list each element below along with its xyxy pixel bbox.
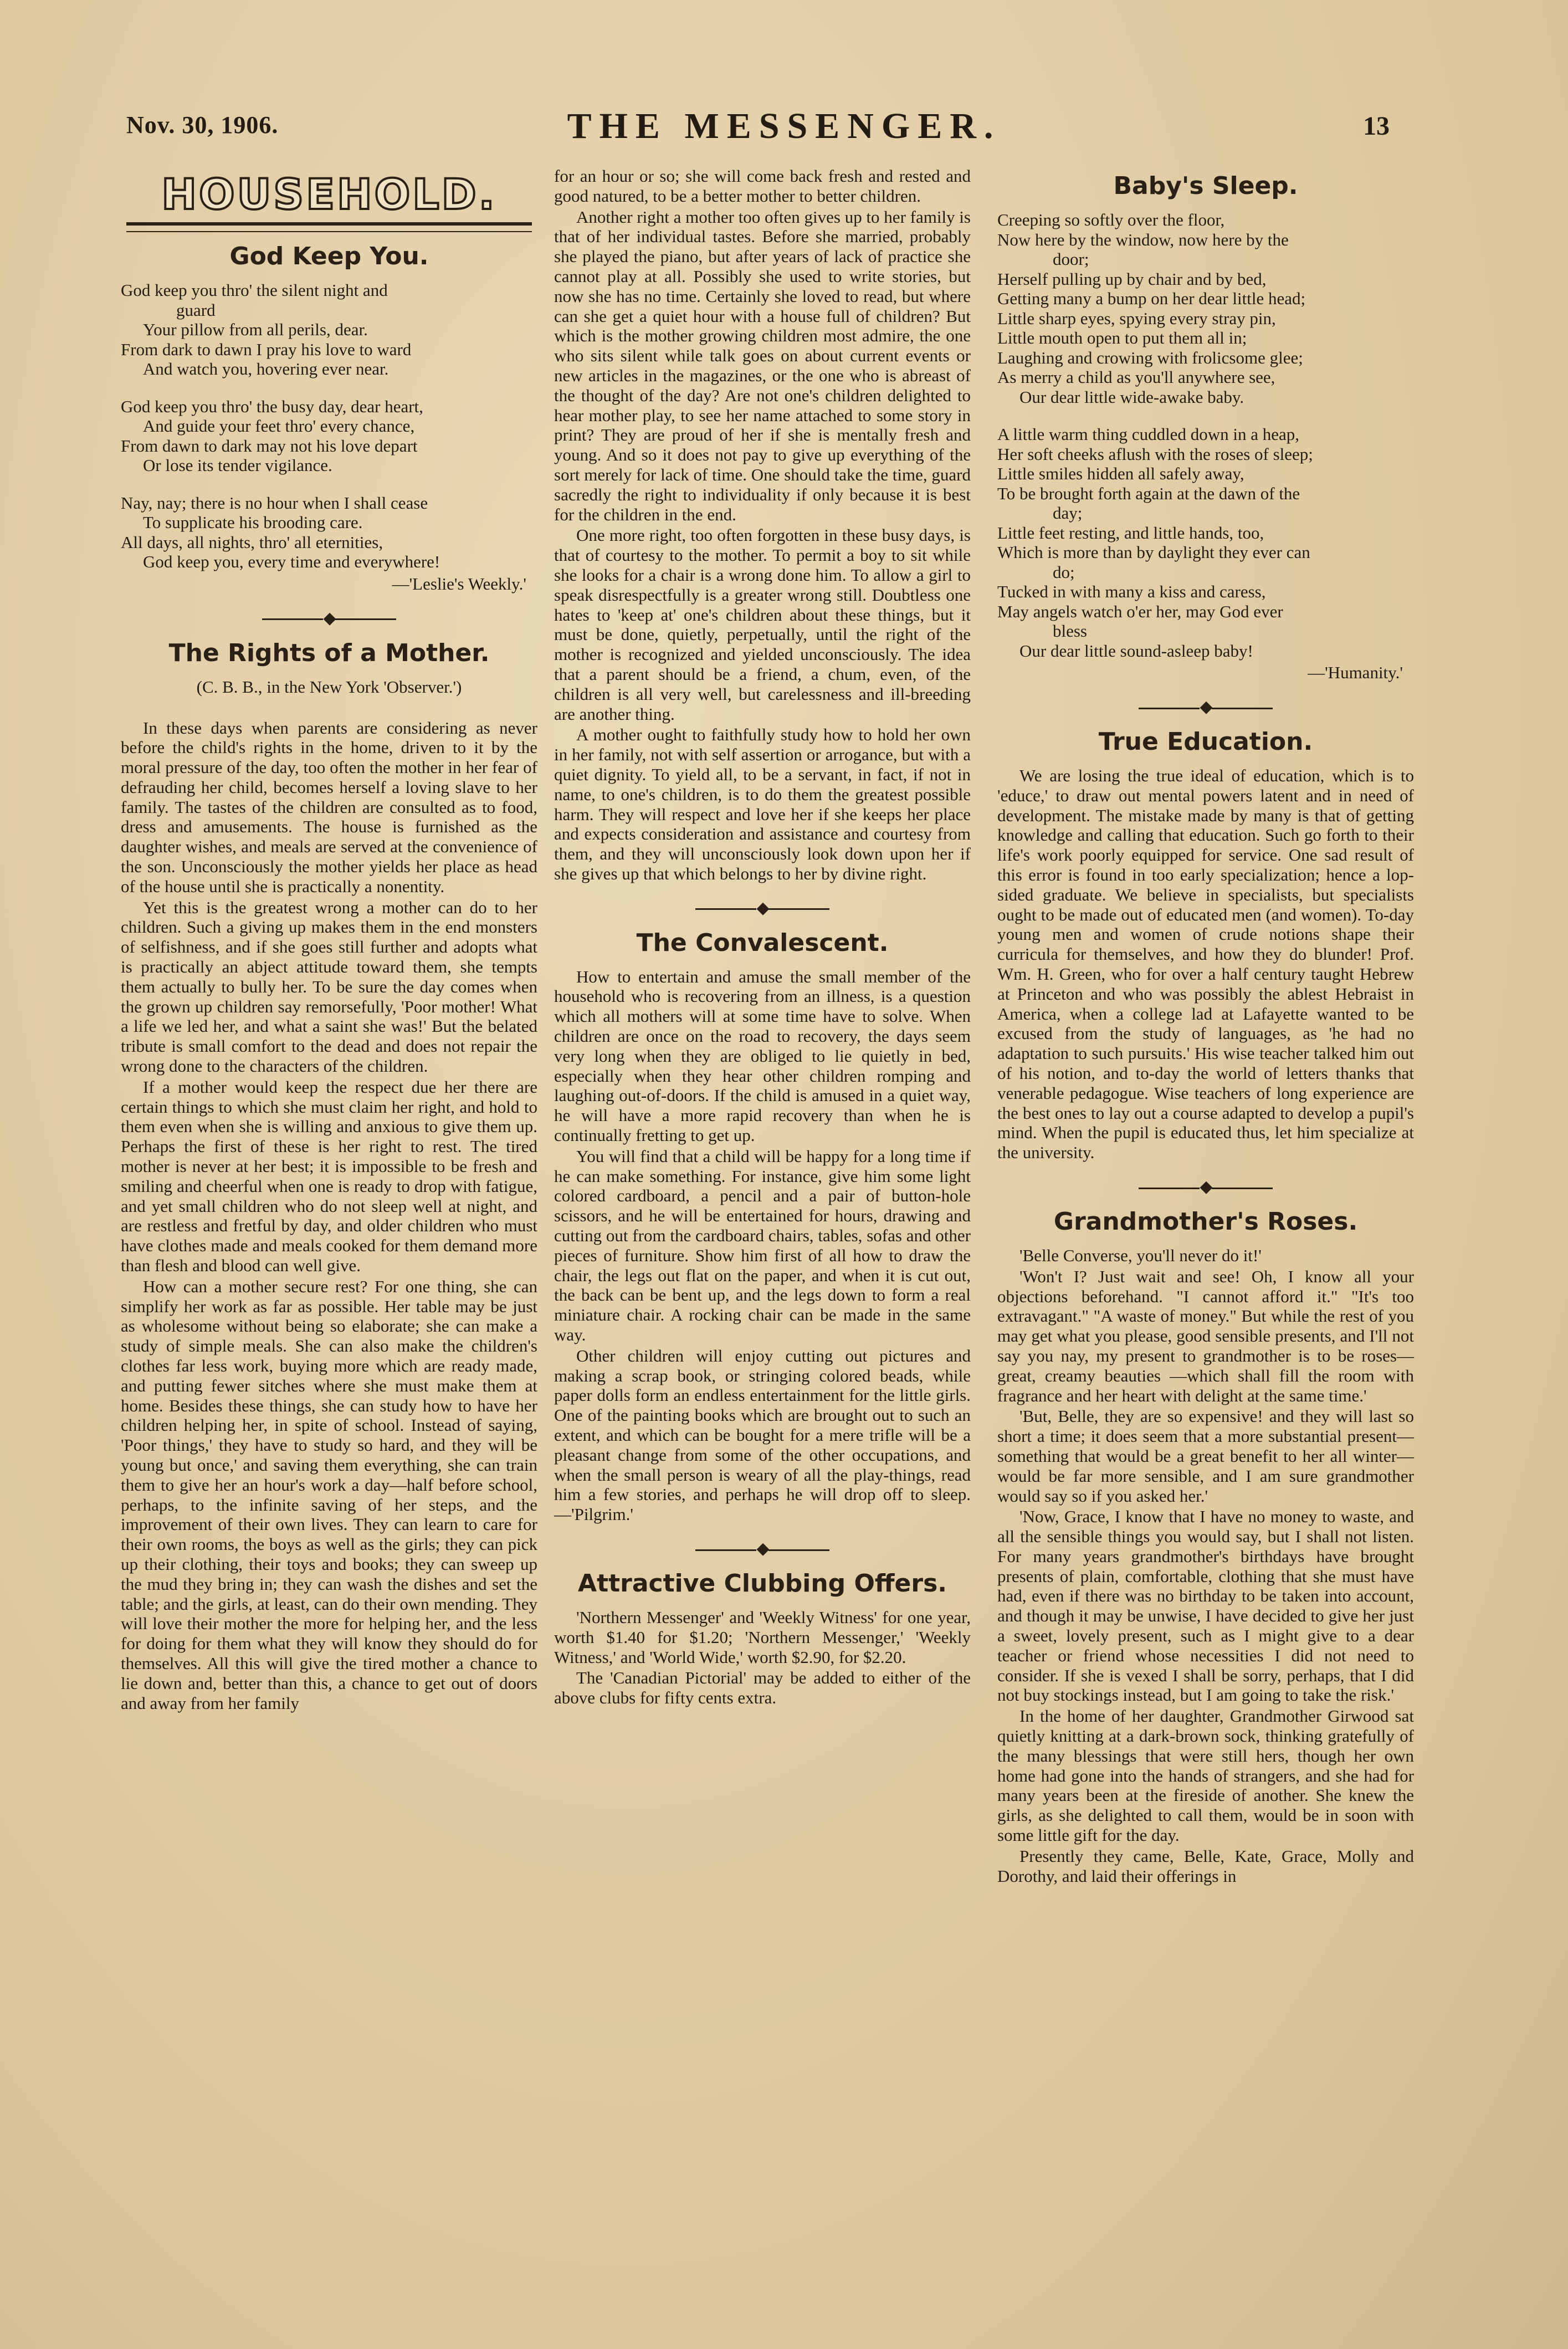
poem-line: Creeping so softly over the floor, [997,210,1225,229]
poem-title: God Keep You. [229,242,429,270]
poem-line: And guide your feet thro' every chance, [143,416,415,436]
poem-credit: —'Leslie's Weekly.' [392,574,526,593]
poem-line: To be brought forth again at the dawn of the [997,483,1300,503]
article-title: True Education. [1098,728,1313,756]
poem-line: From dark to dawn I pray his love to ward [121,339,412,359]
article-paragraph: We are losing the true ideal of education, which is to 'educe,' to draw out mental powers latent and in need of development. The mistake made by many is that of getting knowledge and calling that education. Such go forth to their life's work poorly equipped for service. One sad result of this error is found in too early specialization; hence a lop-sided graduate. We believe in specialists, but specialists ought to be made out of educated men (and women). To-day young men and women of crude notions shape their curricula for themselves, and how they do blunder! Prof. Wm. H. Green, who for over a half century taught Hebrew at Princeton and who was possibly the ablest Hebraist in America, when a college lad at Lafayette wanted to be excused from the study of languages, as 'he had no adaptation to such pursuits.' His wise teacher talked him out of his notion, and to-day the world of letters thanks that venerable pedagogue. Wise teachers of long experience are the best ones to lay out a course adapted to develop a pupil's mind. When the pupil is educated thus, let him specialize at the university. [997,766,1414,1163]
poem-line: do; [1053,562,1075,582]
article-paragraph: 'Now, Grace, I know that I have no money to waste, and all the sensible things you would say, but I shall not listen. For many years grandmother's birthdays have brought presents of plain, comfortable, clothing that she must have had, even if there was no birthday to be taken into account, and though it may be unwise, I have decided to give her just a sweet, lovely present, such as I might give to a dear teacher or friend whose necessities I did not need to consider. If she is vexed I shall be sorry, perhaps, that I did not buy stockings instead, but I am going to take the risk.' [997,1507,1414,1705]
column-1 [121,166,537,1713]
poem-line: Our dear little wide-awake baby. [1019,387,1244,407]
poem-line: Now here by the window, now here by the [997,229,1289,249]
poem-line: Herself pulling up by chair and by bed, [997,269,1267,289]
poem-line: Little smiles hidden all safely away, [997,464,1244,483]
poem-line: Her soft cheeks aflush with the roses of sleep; [997,444,1313,464]
poem-line: Tucked in with many a kiss and caress, [997,582,1266,601]
poem-line: God keep you, every time and everywhere! [143,552,440,571]
article-paragraph: 'Northern Messenger' and 'Weekly Witness' for one year, worth $1.40 for $1.20; 'Northern Messenger,' 'Weekly Witness,' and 'World Wide,' worth $2.90, for $2.20. [554,1608,971,1667]
poem-line: As merry a child as you'll anywhere see, [997,367,1275,387]
article-paragraph: How to entertain and amuse the small member of the household who is recovering from an illness, is a question which all mothers will at some time have to solve. When children are once on the road to recovery, the days seem very long when they are obliged to lie quietly in bed, especially when they hear other children romping and laughing out-of-doors. If the child is amused in a quiet way, he will have a more rapid recovery than when he is continually fretting to get up. [554,966,971,1145]
article-paragraph: Other children will enjoy cutting out pictures and making a scrap book, or stringing colored beads, while paper dolls form an endless entertainment for the little girls. One of the painting books which are brought out to such an extent, and which can be bought for a mere trifle will be a pleasant change from some of the other occupations, and when the small person is weary of all the play-things, read him a few stories, and perhaps he will drop off to sleep.—'Pilgrim.' [554,1345,971,1524]
article-paragraph: How can a mother secure rest? For one thing, she can simplify her work as far as possible. Her table may be just as wholesome without being so elaborate; she can make a study of simple meals. She can also make the children's clothes far less work, buying more which are ready made, and putting fewer sitches where she must make them at home. Besides these things, she can study how to have her children helping her, in spite of school. Instead of saying, 'Poor things,' they have to study so hard, and they will be young but once,' and saving them everything, she can train them to give her an hour's work a day—half before school, perhaps, to the infinite saving of her steps, and the improvement of their own lives. They can learn to care for their own rooms, the boys as well as the girls; they can pick up their clothing, their toys and books; they can sweep up the mud they bring in; they can wash the dishes and set the table; and the girls, at least, can do their own mending. They will love their mother the more for helping her, and the less for doing for them what they will know they should do for themselves. All this will give the tired mother a chance to lie down and, better than this, a chance to get out of doors and away from her family [121,1276,537,1713]
article-title: Attractive Clubbing Offers. [578,1569,947,1598]
column-3 [997,166,1414,1886]
poem-line: Nay, nay; there is no hour when I shall cease [121,493,428,513]
poem-babys-sleep [997,210,1414,661]
article-paragraph: In the home of her daughter, Grandmother Girwood sat quietly knitting at a dark-brown sock, thinking gratefully of the many blessings that were still hers, though her own home had gone into the hands of strangers, and she had for many years been at the fireside of another. She knew the girls, as she delighted to call them, would be in soon with some little gift for the day. [997,1706,1414,1845]
section-divider: ◆ [121,608,537,628]
section-divider: ◆ [554,1539,971,1558]
article-paragraph: If a mother would keep the respect due her there are certain things to which she must claim her right, and hold to them even when she is willing and anxious to give them up. Perhaps the first of these is her right to rest. The tired mother is never at her best; it is impossible to be fresh and smiling and cheerful when one is ready to drop with fatigue, and yet small children who do not sleep well at night, and are restless and fretful by day, and older children who must have clothes made and meals cooked for them demand more than flesh and blood can well give. [121,1077,537,1276]
poem-line: Little feet resting, and little hands, too, [997,523,1264,543]
article-paragraph: You will find that a child will be happy for a long time if he can make something. For instance, give him some light colored cardboard, a pencil and a pair of button-hole scissors, and he will be entertained for hours, drawing and cutting out from the cardboard chairs, tables, sofas and other pieces of furniture. Show him first of all how to draw the chair, the legs out flat on the paper, and when it is cut out, the back can be bent up, and the legs down to form a real miniature chair. A rocking chair can be made in the same way. [554,1146,971,1345]
article-paragraph: Yet this is the greatest wrong a mother can do to her children. Such a giving up makes them in the end monsters of selfishness, and if she goes still further and adopts what is practically an abject attitude toward them, she tempts them actually to bully her. To be sure the day comes when the grown up children say remorsefully, 'Poor mother! What a life we led her, and what a saint she was!' But the belated tribute is small comfort to the dead and does not repair the wrong done to the characters of the children. [121,897,537,1076]
poem-line: Little mouth open to put them all in; [997,328,1247,347]
poem-line: And watch you, hovering ever near. [143,359,389,378]
department-rule [126,222,532,232]
article-paragraph: Another right a mother too often gives up to her family is that of her individual tastes. Before she married, probably she played the piano, but after years of lack of practice she cannot play at all. Possibly she used to write stories, but now she has no time. Certainly she loved to read, but where can she get a quiet hour with a house full of children? But which is the mother growing children most admire, the one who sits silent while talk goes on about current events or new articles in the magazines, or the one who is abreast of the thought of the day? Are not one's children delighted to hear mother play, to see her name attached to some story in print? They are proud of her if she is mentally fresh and young. And so it does not pay to give up everything of the sort merely for lack of time. One should take the time, guard sacredly the right to individuality if only because it is best for the children in the end. [554,207,971,524]
poem-title: Baby's Sleep. [1113,172,1298,200]
article-paragraph: One more right, too often forgotten in these busy days, is that of courtesy to the mother. To permit a boy to sit while she looks for a chair is a wrong done him. To allow a girl to speak disrespectfully is a greater wrong still. Doubtless one hates to 'keep at' one's children about these things, but it must be done, quietly, perpetually, until the right of the mother is recognized and yielded unconsciously. The idea that a parent should be a friend, a chum, even, of the children is all very well, but carelessness and ill-breeding are another thing. [554,525,971,724]
poem-line: guard [176,300,216,320]
poem-line: All days, all nights, thro' all eternities, [121,532,383,552]
poem-line: Our dear little sound-asleep baby! [1019,641,1253,661]
poem-line: door; [1053,249,1089,269]
poem-line: Which is more than by daylight they ever can [997,543,1310,562]
poem-credit: —'Humanity.' [1308,663,1403,682]
article-paragraph: 'Belle Converse, you'll never do it!' [1019,1245,1262,1265]
department-heading: HOUSEHOLD. [161,170,497,219]
poem-line: day; [1053,503,1083,523]
article-title: Grandmother's Roses. [1053,1207,1358,1236]
page-header [0,106,1568,161]
article-byline: (C. B. B., in the New York 'Observer.') [196,677,462,697]
article-title: The Rights of a Mother. [168,638,490,667]
poem-line: Getting many a bump on her dear little head; [997,289,1306,308]
poem-line: From dawn to dark may not his love depart [121,436,418,456]
section-divider: ◆ [997,697,1414,717]
masthead-title: THE MESSENGER. [567,106,1001,146]
article-paragraph: Presently they came, Belle, Kate, Grace, Molly and Dorothy, and laid their offerings in [997,1846,1414,1886]
poem-god-keep-you [121,280,537,572]
column-2 [554,166,971,1708]
poem-line: To supplicate his brooding care. [143,513,363,532]
poem-line: God keep you thro' the busy day, dear heart, [121,396,423,416]
poem-line: May angels watch o'er her, may God ever [997,601,1283,621]
article-paragraph: In these days when parents are considering as never before the child's rights in the home, driven to it by the moral pressure of the day, too often the mother in her fear of defrauding her child, becomes herself a loving slave to her family. The tastes of the children are consulted as to food, dress and amusements. The house is furnished as the daughter wishes, and meals are served at the convenience of the son. Unconsciously the mother yields her place as head of the house until she is practically a nonentity. [121,718,537,896]
poem-line: A little warm thing cuddled down in a heap, [997,424,1299,444]
poem-line: God keep you thro' the silent night and [121,280,388,300]
article-paragraph: 'Won't I? Just wait and see! Oh, I know all your objections beforehand. "I cannot afford it." "It's too extravagant." "A waste of money." But while the rest of you may get what you please, good sensible presents, and I'll not say you nay, my present to grandmother is to be roses—great, creamy beauties —which shall fill the room with fragrance and her heart with delight at the same time.' [997,1266,1414,1405]
poem-line: bless [1053,621,1087,641]
article-paragraph: 'But, Belle, they are so expensive! and they will last so short a time; it does seem that a more substantial present— something that would be a great benefit to her all winter— would be far more sensible, and I am sure grandmother would say so if you asked her.' [997,1406,1414,1506]
section-divider: ◆ [554,898,971,918]
poem-line: Or lose its tender vigilance. [143,456,332,475]
poem-line: Your pillow from all perils, dear. [143,320,368,339]
section-divider: ◆ [997,1177,1414,1196]
poem-line: Little sharp eyes, spying every stray pin, [997,308,1276,328]
article-paragraph: A mother ought to faithfully study how to hold her own in her family, not with self assertion or arrogance, but with a quiet dignity. To yield all, to be a servant, in fact, if not in name, to one's children, is to do them the greatest possible harm. They will respect and love her if she keeps her place and expects consideration and assistance and courtesy from them, and they will unconsciously look down upon her if she gives up that which belongs to her by divine right. [554,725,971,883]
poem-line: Laughing and crowing with frolicsome glee; [997,347,1303,367]
article-paragraph: for an hour or so; she will come back fresh and rested and good natured, to be a better mother to better children. [554,166,971,206]
article-title: The Convalescent. [636,928,889,957]
article-paragraph: The 'Canadian Pictorial' may be added to either of the above clubs for fifty cents extra. [554,1668,971,1708]
page-number: 13 [1363,111,1390,141]
issue-date: Nov. 30, 1906. [126,111,279,139]
